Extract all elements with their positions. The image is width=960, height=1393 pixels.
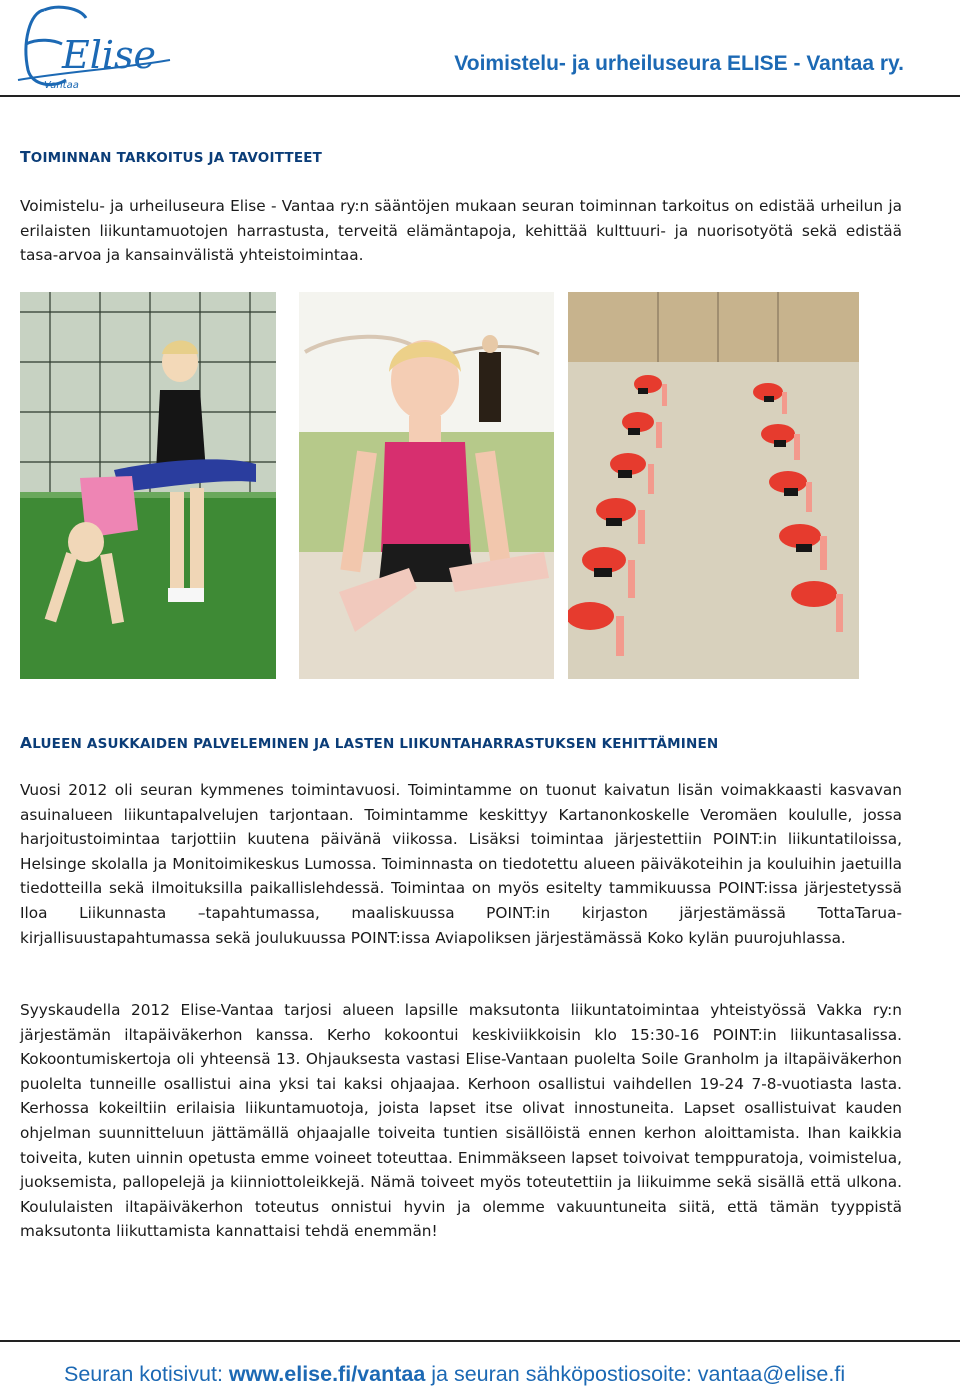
section-heading-purpose xyxy=(20,148,322,166)
organization-title: Voimistelu- ja urheiluseura ELISE - Vantaa ry. xyxy=(454,52,904,75)
email-link[interactable]: vantaa@elise.fi xyxy=(697,1362,846,1386)
footer-divider xyxy=(0,1340,960,1342)
purpose-paragraph: Voimistelu- ja urheiluseura Elise - Vantaa ry:n sääntöjen mukaan seuran toiminnan tarkoitus on edistää urheilun ja erilaisten liikuntamuotojen harrastusta, terveitä elämäntapoja, kehittää kulttuuri- ja nuorisotyötä sekä edistää tasa-arvoa ja kansainvälistä yhteistoimintaa. xyxy=(20,197,902,265)
heading-initial: A xyxy=(20,734,33,752)
gymnasts-bridge-row-photo xyxy=(568,292,859,679)
elise-vantaa-logo xyxy=(14,2,174,94)
heading-rest: OIMINNAN TARKOITUS JA TAVOITTEET xyxy=(30,150,323,166)
section-heading-community xyxy=(20,734,718,752)
logo-word: Elise xyxy=(62,33,157,77)
afternoon-club-paragraph: Syyskaudella 2012 Elise-Vantaa tarjosi alueen lapsille maksutonta liikuntatoimintaa yhteistyössä Vakka ry:n järjestämän iltapäiväkerhon kanssa. Kerho kokoontui keskiviikkoisin klo 15:30-16 POINT:in liikuntasalissa. Kokoontumiskertoja oli yhteensä 13. Ohjauksesta vastasi Elise-Vantaan puolelta Soile Granholm ja iltapäiväkerhon puolelta tunneille osallistui aina yksi tai kaksi ohjaajaa. Kerhoon osallistui vaihdellen 19-24 7-8-vuotiasta lasta. Kerhossa kokeiltiin erilaisia liikuntamuotoja, joista lapset itse olivat innostuneita. Lapset osallistuivat kauden ohjelman suunnitteluun jättämällä ohjaajalle toiveita tuntien sisällöistä ennen kerhon aloittamista. Ihan kaikkia toiveita, kuten uinnin opetusta emme voineet toteuttaa. Enimmäkseen lapset toivoivat temppuratoja, voimistelua, juoksemista, pallopelejä ja kiinniottoleikkejä. Nämä toiveet myös toteutettiin ja liikuimme sekä sisällä että ulkona. Koululaisten iltapäiväkerhon toteutus onnistui hyvin ja olemme vakuuntuneita siitä, että tämän tyyppistä maksutonta liikuttamista kannattaisi tehdä enemmän! xyxy=(20,1001,902,1241)
website-link[interactable]: www.elise.fi/vantaa xyxy=(228,1362,426,1386)
activity-paragraph: Vuosi 2012 oli seuran kymmenes toimintavuosi. Toimintamme on tuonut kaivatun lisän voimakkaasti kasvavan asuinalueen liikuntapalvelujen tarjontaan. Toimintamme keskittyy Kartanonkoskelle Veromäen koululle, jossa harjoitustoimintaa tarjottiin kuutena päivänä viikossa. Lisäksi toimintaa järjestettiin POINT:in liikuntatiloissa, Helsinge skolalla ja Monitoimikeskus Lumossa. Toiminnasta on tiedotettu alueen päiväkoteihin ja kouluihin jaetuilla tiedotteilla sekä ilmoituksilla paikallislehdessä. Toimintaa on myös esitelty tammikuussa POINT:issa järjestetyssä Iloa Liikunnasta –tapahtumassa, maaliskuussa POINT:in kirjaston järjestämässä TottaTarua-kirjallisuustapahtumassa sekä joulukuussa POINT:issa Aviapoliksen järjestämässä Koko kylän puurojuhlassa. xyxy=(20,781,902,947)
heading-initial: T xyxy=(20,148,31,166)
heading-rest: LUEEN ASUKKAIDEN PALVELEMINEN JA LASTEN LIIKUNTAHARRASTUKSEN KEHITTÄMINEN xyxy=(32,736,719,752)
footer-contact xyxy=(64,1362,845,1387)
footer-label-email: ja seuran sähköpostiosoite: xyxy=(425,1362,698,1386)
girl-doing-split-photo xyxy=(299,292,554,679)
gymnasts-on-grass-photo xyxy=(20,292,276,679)
logo-subtitle: Vantaa xyxy=(44,80,79,91)
header-divider xyxy=(0,95,960,97)
footer-label-website: Seuran kotisivut: xyxy=(64,1362,229,1386)
